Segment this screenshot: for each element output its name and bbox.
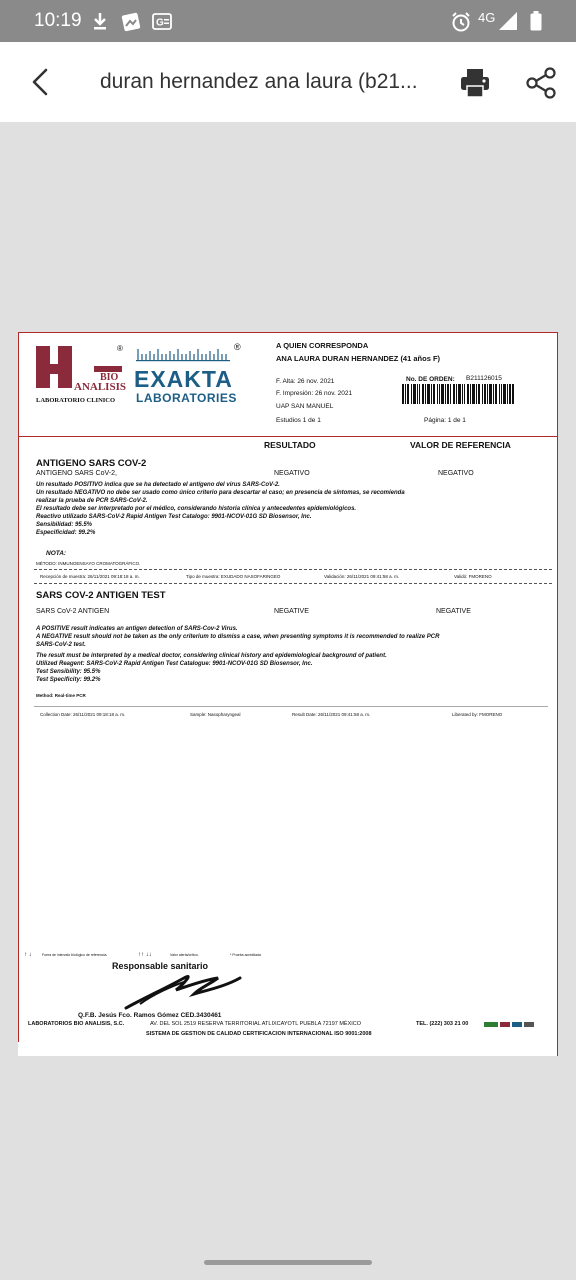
battery-icon: [530, 11, 542, 31]
gallery-icon: [120, 11, 142, 33]
svg-text:ANALISIS: ANALISIS: [74, 381, 126, 393]
note-line: realizar la prueba de PCR SARS-CoV-2.: [36, 498, 148, 504]
result-value-es: NEGATIVO: [274, 470, 310, 477]
legend-accredited: * Prueba acreditada: [230, 953, 261, 957]
alarm-icon: [450, 11, 472, 33]
download-icon: [92, 11, 108, 31]
legend-arrows-icon: ↑ ↓: [24, 952, 32, 958]
note-line: A NEGATIVE result should not be taken as the only criterium to dismiss a case, when presenting symptoms it is recommended to realize PCR: [36, 634, 440, 640]
recepcion-es: Recepción de muestra: 26/11/2021 09:18:18 a. m.: [40, 574, 140, 579]
note-line: The result must be interpreted by a medical doctor, considering clinical history and epidemiological background of patient.: [36, 653, 387, 659]
note-line: Reactivo utilizado SARS-CoV-2 Rapid Antigen Test Catalogo: 9901-NCOV-01G SD Biosensor, Inc.: [36, 514, 312, 520]
header-divider: [18, 436, 558, 437]
reference-value-es: NEGATIVO: [438, 470, 474, 477]
document-page[interactable]: [18, 332, 558, 1056]
collection-en: Collection Date: 26/11/2021 09:18:18 a. m.: [40, 712, 126, 717]
section-divider: [34, 583, 552, 584]
note-line: Test Specificity: 99.2%: [36, 677, 101, 683]
page-border-left: [18, 332, 19, 1042]
note-line: A POSITIVE result indicates an antigen detection of SARS-Cov-2 Virus.: [36, 626, 238, 632]
svg-text:G: G: [156, 17, 164, 29]
signer-name: Q.F.B. Jesús Fco. Ramos Gómez CED.3430461: [78, 1012, 222, 1019]
signal-icon: [498, 11, 518, 31]
responsable-title: Responsable sanitario: [112, 961, 209, 971]
nota-label: NOTA:: [46, 550, 67, 557]
footer-accreditation-logos: [484, 1021, 534, 1028]
column-resultado: RESULTADO: [264, 440, 316, 450]
note-line: Un resultado NEGATIVO no debe ser usado como único criterio para descartar el caso; en presencia de síntomas, se recomienda: [36, 490, 405, 496]
document-title: duran hernandez ana laura (b21...: [100, 70, 418, 93]
valido-es: Validó: FMORENO: [454, 574, 492, 579]
viewer-background: [0, 122, 576, 332]
network-label: 4G: [478, 10, 496, 25]
column-referencia: VALOR DE REFERENCIA: [410, 440, 511, 450]
section-heading-en: SARS COV-2 ANTIGEN TEST: [36, 590, 166, 601]
patient-name: ANA LAURA DURAN HERNANDEZ (41 años F): [276, 354, 441, 363]
fecha-alta: F. Alta: 26 nov. 2021: [276, 378, 335, 385]
metodo-es: MÉTODO: INMUNOENSAYO CROMATOGRÁFICO.: [36, 561, 141, 566]
sample-en: Sample: Nasopharyngeal: [190, 712, 241, 717]
status-time: 10:19: [34, 10, 82, 31]
result-value-en: NEGATIVE: [274, 608, 309, 615]
section-divider: [34, 706, 548, 707]
method-en: Method: Real-time PCR: [36, 693, 86, 698]
addressee: A QUIEN CORRESPONDA: [276, 341, 369, 350]
note-line: El resultado debe ser interpretado por el médico, considerando historia clínica y antecedentes epidemiológicos.: [36, 506, 357, 512]
note-line: Test Sensibility: 95.5%: [36, 669, 101, 675]
page-border-top: [18, 332, 558, 333]
bio-analisis-logo: [34, 346, 126, 404]
note-line: Sensibilidad: 95.5%: [36, 522, 93, 528]
tipo-muestra-es: Tipo de muestra: EXUDADO NASOFARINGEO: [186, 574, 281, 579]
reference-value-en: NEGATIVE: [436, 608, 471, 615]
handwritten-signature: [114, 964, 244, 1012]
fecha-impresion: F. Impresión: 26 nov. 2021: [276, 390, 353, 397]
registered-mark-exakta: ®: [234, 342, 241, 352]
order-number: B211126015: [466, 375, 502, 382]
viewer-background-bottom: [0, 1056, 576, 1280]
back-arrow-icon[interactable]: [24, 64, 60, 100]
order-label: No. DE ORDEN:: [406, 376, 455, 383]
status-bar: [0, 0, 576, 42]
registered-mark: ®: [117, 344, 123, 353]
legend-out-of-range: Fuera de intervalo biológico de referencia.: [42, 953, 108, 957]
section-heading-es: ANTIGENO SARS COV-2: [36, 458, 147, 469]
exakta-brand-sub: LABORATORIES: [136, 391, 237, 405]
svg-text:BIO: BIO: [100, 372, 119, 383]
footer-lab-name: LABORATORIOS BIO ANALISIS, S.C.: [28, 1021, 125, 1027]
footer-phone: TEL. (222) 303 21 00: [416, 1021, 469, 1027]
liberated-en: Liberated by: FMORENO: [452, 712, 503, 717]
pagina-count: Página: 1 de 1: [424, 417, 466, 424]
footer-iso: SISTEMA DE GESTION DE CALIDAD CERTIFICACION INTERNACIONAL ISO 9001:2008: [146, 1031, 372, 1037]
result-row-name-en: SARS CoV-2 ANTIGEN: [36, 608, 110, 615]
g-translate-icon: [152, 13, 172, 30]
order-barcode: [402, 384, 514, 404]
print-icon[interactable]: [458, 66, 492, 100]
share-icon[interactable]: [524, 66, 558, 100]
estudios-count: Estudios 1 de 1: [276, 417, 321, 424]
note-line: Un resultado POSITIVO indica que se ha detectado el antígeno del virus SARS-CoV-2.: [36, 482, 280, 488]
result-date-en: Result Date: 26/11/2021 09:41:58 a. m.: [292, 712, 371, 717]
exakta-brand: EXAKTA: [134, 366, 233, 392]
validacion-es: Validación: 26/11/2021 09:41:58 a. m.: [324, 574, 400, 579]
note-line: SARS-CoV-2 test.: [36, 642, 86, 648]
svg-text:LABORATORIO CLINICO: LABORATORIO CLINICO: [36, 397, 116, 404]
gesture-home-bar[interactable]: [204, 1260, 372, 1265]
section-divider: [34, 569, 552, 570]
legend-critical: Valor alerta/crítico.: [170, 953, 199, 957]
exakta-ruler-graphic: [136, 346, 230, 362]
note-line: Especificidad: 99.2%: [36, 530, 96, 536]
footer-address: AV. DEL SOL 2519 RESERVA TERRITORIAL ATLIXCAYOTL PUEBLA 72197 MÉXICO: [150, 1021, 362, 1027]
legend-alert-arrows-icon: ↑↑ ↓↓: [138, 952, 152, 958]
unit-name: UAP SAN MANUEL: [276, 403, 334, 410]
note-line: Utilized Reagent: SARS-CoV-2 Rapid Antigen Test Catalogue: 9901-NCOV-01G SD Biosensor, Inc.: [36, 661, 313, 667]
app-bar: [0, 42, 576, 122]
result-row-name-es: ANTIGENO SARS CoV-2,: [36, 470, 117, 477]
